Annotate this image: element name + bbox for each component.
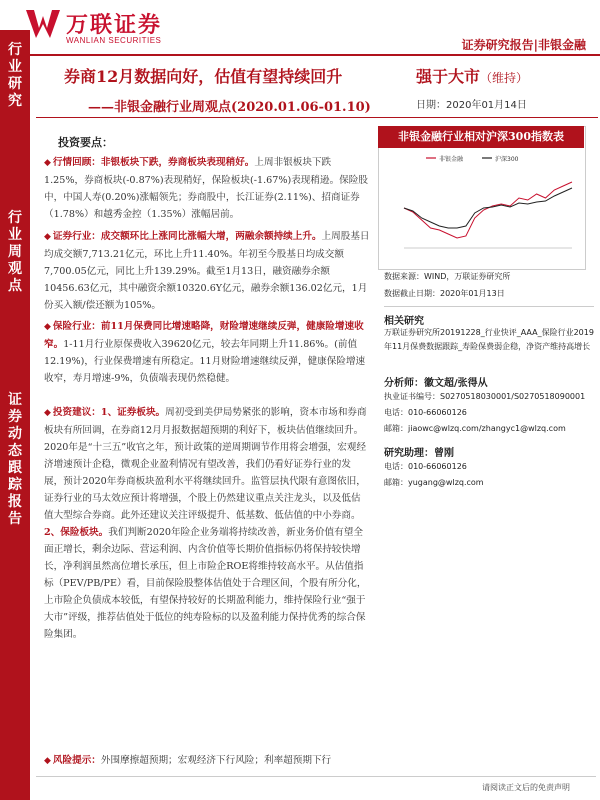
header-divider bbox=[0, 54, 600, 56]
sidebar-label-weekly-view: 行 业 周 观 点 bbox=[8, 210, 22, 294]
assistant-email[interactable]: 邮箱：yugang@wlzq.com bbox=[384, 478, 484, 487]
bullet-icon: ◆ bbox=[44, 232, 51, 242]
assistant-phone: 电话：010-66060126 bbox=[384, 462, 467, 471]
relative-performance-chart bbox=[382, 150, 582, 266]
bullet-icon: ◆ bbox=[44, 158, 51, 168]
bullet-icon: ◆ bbox=[44, 408, 51, 418]
title-divider bbox=[36, 117, 598, 118]
rating bbox=[416, 64, 528, 87]
assistant-title: 研究助理：曾刚 bbox=[384, 448, 454, 459]
paragraph-body: 上周非银板块下跌1.25%，券商板块(-0.87%)表现稍好，保险板块(-1.67%)表现稍逊。保险股中，中国人寿(0.20%)涨幅领先；券商股中，长江证券(2.11%)、招商证券（1.78%）和越秀金控（1.35%）涨幅居前。 bbox=[44, 157, 368, 220]
rating-paren: （维持） bbox=[480, 71, 529, 85]
sidebar-label-dynamic-report: 证 券 动 态 跟 踪 报 告 bbox=[8, 392, 22, 527]
paragraph-body: 外围摩擦超预期；宏观经济下行风险；利率超预期下行 bbox=[100, 755, 332, 766]
paragraph-body: 上周股基日均成交额7,713.21亿元，环比上升11.40%。年初至今股基日均成交额7,700.05亿元，同比上升139.29%。截至1月13日，融资融券余额10456.63亿元，其中融资余额10320.6Y亿元，融券余额136.02亿元，1月份买入额/偿还额为105%。 bbox=[44, 231, 370, 311]
paragraph-market-review bbox=[44, 154, 370, 223]
data-date: 数据截止日期：2020年01月13日 bbox=[384, 289, 505, 298]
bullet-icon: ◆ bbox=[44, 322, 51, 332]
key-points-title: 投资要点： bbox=[58, 136, 113, 149]
sidebar-label-industry-research: 行 业 研 究 bbox=[8, 42, 22, 109]
analyst-title: 分析师：徽文超/张得从 bbox=[384, 378, 488, 389]
series-line-1 bbox=[404, 188, 572, 228]
report-date: 日期：2020年01月14日 bbox=[416, 100, 527, 111]
paragraph-risk bbox=[44, 752, 370, 770]
legend-label: 非银金融 bbox=[439, 156, 464, 163]
report-subtitle: ——非银金融行业周观点(2020.01.06-01.10) bbox=[88, 100, 371, 115]
analyst-cert: 执业证书编号：S0270518030001/S0270518090001 bbox=[384, 392, 586, 401]
logo-mark-icon bbox=[26, 10, 60, 38]
series-line-0 bbox=[404, 182, 572, 238]
paragraph-head: 保险行业：前11月保费同比增速略降，财险增速继续反弹，健康险增速收窄。 bbox=[44, 321, 364, 350]
paragraph-insurance bbox=[44, 318, 370, 387]
paragraph-body: 我们判断2020年险企业务端将持续改善，新业务价值有望全面正增长，剩余边际、营运利润、内含价值等长期价值指标仍将保持较快增长，净利润虽然高位增长承压，但上市险企ROE将维持较高水平。从估值指标（PEV/PB/PE）看，目前保险股整体估值处于合理区间，个股有所分化，上市险企负债成本较低，有望保持较好的长期盈利能力，维持保险行业“强于大市”评级，推荐估值处于低位的纯寿险标的以及盈利能力保持优秀的综合保险集团。 bbox=[44, 527, 367, 640]
footer-disclaimer: 请阅读正文后的免责声明 bbox=[482, 783, 570, 792]
paragraph-head: 投资建议：1、证券板块。 bbox=[52, 407, 166, 418]
footer-divider bbox=[36, 776, 596, 777]
paragraph-investment-advice bbox=[44, 404, 370, 643]
chart-title: 非银金融行业相对沪深300指数表 bbox=[378, 126, 584, 148]
sidebar bbox=[0, 30, 30, 800]
paragraph-head: 风险提示： bbox=[52, 755, 101, 766]
report-title: 券商12月数据向好，估值有望持续回升 bbox=[64, 67, 343, 86]
analyst-email[interactable]: 邮箱：jiaowc@wlzq.com/zhangyc1@wlzq.com bbox=[384, 424, 566, 433]
chart-source: 数据来源：WIND，万联证券研究所 bbox=[384, 272, 511, 281]
legend-label: 沪深300 bbox=[495, 156, 519, 163]
logo-text: 万联证券 bbox=[66, 13, 163, 38]
paragraph-body: 周初受到美伊局势紧张的影响，资本市场和券商板块有所回调，在券商12月月报数据超预期的利好下，板块估值继续回升。2020年是“十三五”收官之年，预计政策的逆周期调节作用将会增强，宏观经济增速预计企稳，微观企业盈利情况有望改善，我们仍看好证券行业的发展，预计2020年券商板块盈利水平将继续回升。监管层执代限有意图依旧，证券行业的马太效应预计将增强，个股上仍然建议重点关注龙头，以及低估值大型综合券商。此外还建议关注评级提升、低基数、低估值的中小券商。 bbox=[44, 407, 367, 521]
document-type: 证券研究报告|非银金融 bbox=[461, 38, 586, 52]
right-divider bbox=[384, 306, 594, 307]
analyst-phone: 电话：010-66060126 bbox=[384, 408, 467, 417]
rating-label: 强于大市 bbox=[416, 67, 481, 86]
paragraph-head: 2、保险板块。 bbox=[44, 527, 109, 538]
paragraph-securities bbox=[44, 228, 370, 314]
paragraph-head: 行情回顾：非银板块下跌，券商板块表现稍好。 bbox=[52, 157, 255, 168]
paragraph-head: 证券行业：成交额环比上涨同比涨幅大增，两融余额持续上升。 bbox=[52, 231, 322, 242]
paragraph-body: 1-11月行业原保费收入39620亿元，较去年同期上升11.86%。(前值12.19%)，行业保费增速有所稳定。11月财险增速继续反弹，健康保险增速收窄，寿月增速-9%，负债端表现仍然稳健。 bbox=[44, 339, 366, 384]
bullet-icon: ◆ bbox=[44, 756, 51, 766]
logo-english: WANLIAN SECURITIES bbox=[66, 36, 162, 45]
related-research-text[interactable]: 万联证券研究所20191228_行业快评_AAA_保险行业2019年11月保费数据跟踪_寿险保费弱企稳，净资产维持高增长 bbox=[384, 328, 594, 351]
related-research-title: 相关研究 bbox=[384, 316, 424, 327]
